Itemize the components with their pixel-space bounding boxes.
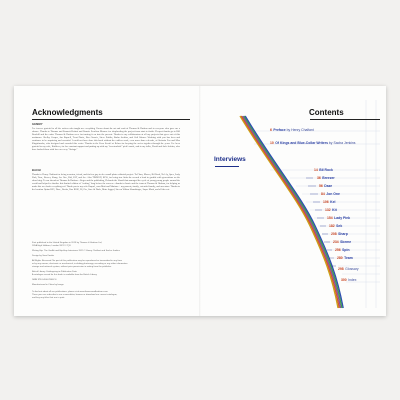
- ack-heading-gemmy: GEMMY: [32, 123, 43, 126]
- copyright-line: Manufactured in China by Imago: [32, 284, 64, 286]
- copyright-line: Writing Hip: The Graffiti and Hip-Hop Interviews 2015 © Henry Chalfant and Sacha Jenkins: [32, 250, 120, 252]
- copyright-line: British Library Cataloguing-in-Publication Data: [32, 271, 77, 273]
- copyright-line: A catalogue record for this book is available from the British Library: [32, 274, 97, 276]
- book-spread: [14, 86, 386, 316]
- toc-interview-name: Sharp: [338, 232, 348, 236]
- toc-interview-name: Breezer: [322, 176, 335, 180]
- toc-page-number: 106: [323, 200, 329, 204]
- toc-page-number: 84: [321, 192, 325, 196]
- toc-page-number: 298: [338, 267, 344, 271]
- toc-entry-author: by Henry Chalfant: [286, 128, 314, 132]
- toc-interview-name: Jon One: [326, 192, 340, 196]
- contents-graphic: [200, 86, 386, 316]
- toc-interview-entry: [319, 184, 332, 188]
- copyright-line: or by any means, electronic or mechanical, including photocopy, recording or any other information: [32, 263, 128, 265]
- toc-interview-entry: [327, 216, 350, 220]
- toc-page-number: 154: [327, 216, 333, 220]
- toc-back-entry-glossary: [338, 267, 359, 271]
- toc-page-number: 256: [335, 248, 341, 252]
- toc-page-number: 56: [319, 184, 323, 188]
- toc-back-name: Glossary: [345, 267, 359, 271]
- toc-page-number: 300: [341, 278, 347, 282]
- toc-page-number: 10: [270, 141, 274, 145]
- toc-interview-entry: [321, 192, 340, 196]
- toc-entry-title: Of Kings and Blue-Collar Writers: [275, 141, 328, 145]
- toc-entry-preface: [270, 128, 314, 132]
- toc-page-number: 36: [317, 176, 321, 180]
- toc-interview-name: Lady Pink: [334, 216, 351, 220]
- toc-interview-name: Skeme: [340, 240, 352, 244]
- toc-interview-entry: [331, 232, 348, 236]
- toc-entry-author: by Sacha Jenkins: [328, 141, 356, 145]
- toc-interview-name: Daze: [324, 184, 333, 188]
- copyright-line: ISBN 978-0-500-29067-6: [32, 279, 57, 281]
- contents-title: Contents: [309, 108, 344, 117]
- toc-interview-entry: [333, 240, 351, 244]
- toc-back-name: Index: [348, 278, 357, 282]
- toc-page-number: 234: [333, 240, 339, 244]
- toc-page-number: 208: [331, 232, 337, 236]
- contents-rule: [310, 119, 380, 120]
- copyright-line: First published in the United Kingdom in 2015 by Thames & Hudson Ltd,: [32, 242, 102, 244]
- toc-interview-entry: [314, 168, 333, 172]
- toc-interview-name: Bil Rock: [319, 168, 333, 172]
- ack-heading-bachi: BACHI: [32, 169, 42, 172]
- toc-interview-name: Kel: [330, 200, 336, 204]
- toc-interview-entry: [325, 208, 337, 212]
- interviews-heading: Interviews: [214, 156, 246, 163]
- copyright-line: To find out about all our publications, please visit www.thamesandhudson.com.: [32, 291, 109, 293]
- toc-back-entry-index: [341, 278, 356, 282]
- toc-interview-name: Spin: [342, 248, 350, 252]
- toc-page-number: 280: [337, 256, 343, 260]
- toc-page-number: 14: [314, 168, 318, 172]
- copyright-line: There you can subscribe to our e-newsletter, browse or download our current catalogue,: [32, 294, 118, 296]
- toc-interview-name: Sek: [336, 224, 343, 228]
- copyright-line: storage and retrieval system, without prior permission in writing from the publisher.: [32, 266, 112, 268]
- copyright-block: [32, 242, 182, 300]
- copyright-line: Design by Sara Fowler: [32, 255, 55, 257]
- toc-page-number: 132: [325, 208, 331, 212]
- copyright-line: All Rights Reserved. No part of this publication may be reproduced or transmitted in any form: [32, 260, 122, 262]
- ack-paragraph-gemmy: I've forever grateful to all the writers who taught me everything I know about the art and craft of Thomas & Hudson and to everyone who gave me a chance. Thanks to Thomas and Emmett Kristof and Ronnie Penelton Monroe for shepherding the project from start to finish. Deepest thanks go to Bill Bowhill and the entire Thomas & Hudson crew for turning it on into the present. Thanks to my collaborators at all my projects that grew out of this assistance: Shelby Cooper, Jon Ruprell, Treat Davis, Ben Grassie, Steve Zaitlin, Barba Jenkins, and Gail Warner. Working with you has been and continues to be surprising and essential. I could not have done this book without the endless work, even more than a decade, of Stefania Fox and Max Kirgotinsohn, who designed and encoded this series. Thanks to the Penn Sterfel at Rebus for keeping the series together through the years. I've been grateful to my wife, Kathleen, for her constant support and putting up with my "two-truckful" pick's mode, and to my folks, David and Jack Jenkins, who have backed them with love on every "Strings.": [32, 126, 180, 151]
- toc-interview-entry: [329, 224, 342, 228]
- toc-entry-title: Preface: [273, 128, 286, 132]
- toc-interview-entry: [317, 176, 335, 180]
- toc-interview-entry: [323, 200, 335, 204]
- toc-interview-entry: [337, 256, 353, 260]
- toc-interview-name: Team: [344, 256, 353, 260]
- acknowledgments-rule: [32, 119, 190, 120]
- interviews-rule: [215, 166, 239, 167]
- copyright-line: 181A High Holborn, London WC1V 7QX: [32, 245, 71, 247]
- ack-paragraph-bachi: Thanks to Henry Chalfant for being a mentor, friend, and tireless guy to do a small photo editorial project. To Flaus, Mosco, Bil Rock, Nel Ay, Spex, Lady Pink, Tone, Beaver, Sharp, Joe One, Kid, PAT, and Joe. Also TIMSON, KOS, for being true links the second a head to graffiti with generations on the chord ring. To our friends at Thomas & Hudson—Roger and the publishing, Deborah the I-bazil that managed the cycle of young young people around the world and helped to finalize this limited edition of "writing" lang before the success—thanks to Jamie and the team at Thomas & Hudson, for helping us make this as a book everything red. Thank you to my wife Raquel, sons Mati and Mariana + my parents, family, extended family, and ancestors. Thanks to the location Quinn BIG, Dave, Rockz, Roz ROK, 28, Ote, Sace & Dude, Mute Jagged, Steven Wilton Shumbinger, Super Mark, and all the rest.: [32, 172, 180, 191]
- toc-page-number: 6: [270, 128, 272, 132]
- toc-page-number: 182: [329, 224, 335, 228]
- toc-interview-entry: [335, 248, 350, 252]
- toc-interview-name: Kit: [332, 208, 337, 212]
- toc-entry-essay: [270, 141, 356, 145]
- copyright-line: and buy any titles that are in print.: [32, 297, 65, 299]
- acknowledgments-title: Acknowledgments: [32, 108, 103, 117]
